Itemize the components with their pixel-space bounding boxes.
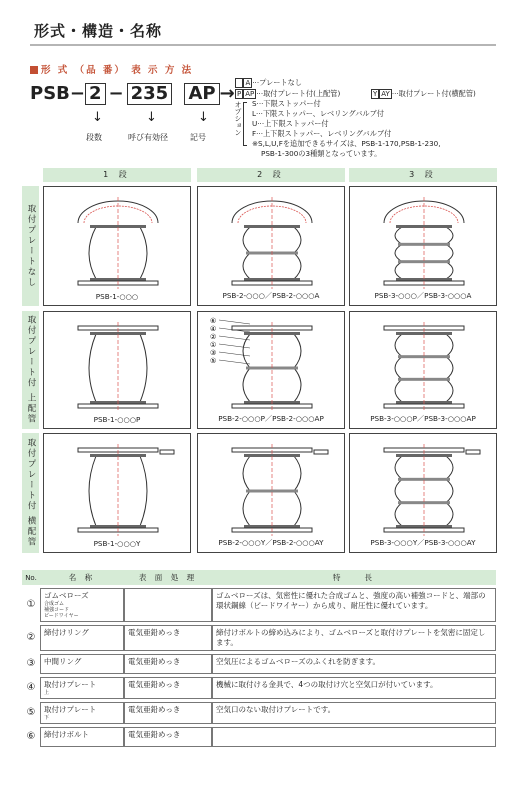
bellows-diagram: [350, 187, 498, 307]
callout-label: ④: [210, 325, 217, 333]
plate-none-option: [235, 78, 302, 88]
table-row: [22, 625, 496, 651]
option-list: [252, 99, 441, 159]
bellows-right: [446, 379, 453, 402]
part-feature: 締付けボルトの締め込みにより、ゴムベローズと取付けプレートを気密に固定します。: [212, 625, 496, 651]
arrow-right-icon: →: [219, 83, 235, 104]
bellows-right: [446, 262, 453, 279]
page-title: 形式・構造・名称: [34, 22, 163, 40]
diagram-caption: PSB-1-○○○: [95, 292, 139, 301]
bellows-left: [395, 227, 402, 244]
part-name-text: 締付けボルト: [44, 730, 89, 739]
plate-none-box: A: [245, 79, 251, 87]
diagram-cell-r2-c3: [349, 311, 497, 429]
header-name: 名 称: [40, 570, 124, 585]
diagram-caption: PSB-2-○○○P／PSB-2-○○○AP: [218, 414, 324, 423]
bellows-diagram: [44, 312, 192, 430]
label-stage: 段数: [86, 133, 102, 142]
bellows-left: [89, 334, 96, 402]
row-header-2: 取付プレート付 上配管: [22, 311, 39, 429]
part-subname: 補強コード: [44, 607, 70, 613]
diagram-cell-r1-c1: [43, 186, 191, 306]
option-l: L···下限ストッパー、レベリングバルブ付: [252, 109, 384, 118]
plate-none-text: ···プレートなし: [252, 78, 302, 87]
arrow-down-icon: ↓: [198, 110, 209, 125]
bellows-diagram: [198, 434, 346, 554]
bellows-right: [446, 479, 453, 502]
diagram-caption: PSB-2-○○○／PSB-2-○○○A: [222, 291, 320, 300]
surface-treatment: 電気亜鉛めっき: [124, 625, 212, 651]
column-header-2: 2 段: [197, 168, 345, 182]
plate-top-text: ···取付プレート付(上配管): [256, 89, 341, 98]
plate-side-option: [371, 89, 476, 99]
part-subname: 下: [44, 715, 50, 721]
surface-treatment: 電気亜鉛めっき: [124, 677, 212, 699]
plate-top-box: AP: [245, 90, 255, 98]
diagram-caption: PSB-3-○○○Y／PSB-3-○○○AY: [370, 538, 476, 547]
part-subname: ビードワイヤー: [44, 613, 79, 619]
bellows-left: [243, 253, 250, 279]
bellows-left: [395, 357, 402, 380]
plate-side-letter: Y: [373, 90, 378, 98]
part-subname: 上: [44, 690, 50, 696]
diagram-cell-r1-c3: [349, 186, 497, 306]
bellows-left: [395, 262, 402, 279]
bellows-left: [243, 368, 250, 402]
bellows-left: [243, 491, 250, 526]
callout-label: ③: [210, 349, 217, 357]
option-u: U···上下限ストッパー付: [252, 119, 329, 128]
part-name-text: 取付けプレート: [44, 705, 97, 714]
symbol-box: AP: [184, 83, 219, 105]
bellows-right: [446, 503, 453, 526]
row-number: ①: [26, 599, 36, 610]
bellows-diagram: [198, 312, 346, 430]
part-name-text: ゴムベローズ: [44, 591, 89, 600]
diagram-cell-r2-c1: [43, 311, 191, 429]
diagram-caption: PSB-1-○○○Y: [93, 539, 141, 548]
surface-treatment: 電気亜鉛めっき: [124, 727, 212, 747]
bellows-left: [395, 379, 402, 402]
option-label: オプション: [234, 101, 242, 136]
bellows-diagram: [198, 187, 346, 307]
callout-leader: [219, 336, 250, 340]
surface-treatment: 電気亜鉛めっき: [124, 702, 212, 724]
header-no: No.: [22, 570, 40, 585]
row-number: ⑥: [26, 731, 36, 742]
square-bullet-icon: [30, 66, 38, 74]
option-note-2: PSB-1-300の3種類となっています。: [261, 149, 382, 158]
bellows-right: [140, 456, 147, 526]
bellows-right: [294, 456, 301, 491]
table-row: [22, 677, 496, 699]
label-symbol: 記号: [190, 133, 206, 142]
diagram-cell-r3-c2: [197, 433, 345, 553]
callout-leader: [219, 352, 250, 356]
bellows-right: [446, 244, 453, 261]
diagram-cell-r3-c1: [43, 433, 191, 553]
bellows-right: [140, 334, 147, 402]
column-header-1: 1 段: [43, 168, 191, 182]
bellows-diagram: [44, 434, 192, 554]
part-name: [40, 654, 124, 674]
header-treatment: 表 面 処 理: [124, 570, 212, 585]
dome-arc-inner: [84, 206, 152, 223]
bellows-right: [140, 227, 147, 279]
row-number: ③: [26, 658, 36, 669]
bellows-right: [294, 368, 301, 402]
model-section-heading: [30, 62, 193, 76]
bellows-left: [395, 334, 402, 357]
side-port: [466, 450, 480, 454]
part-name: [40, 588, 124, 622]
row-header-1: 取付プレートなし: [22, 186, 39, 306]
table-row: [22, 654, 496, 674]
part-name: [40, 625, 124, 651]
table-row: [22, 588, 496, 622]
bellows-left: [395, 244, 402, 261]
part-feature: 空気口のない取付けプレートです。: [212, 702, 496, 724]
bellows-left: [89, 456, 96, 526]
arrow-down-icon: ↓: [146, 110, 157, 125]
part-feature: 機械に取付ける金具で、4つの取付け穴と空気口が付いています。: [212, 677, 496, 699]
option-f: F···上下限ストッパー、レベリングバルブ付: [252, 129, 392, 138]
row-number: ②: [26, 632, 36, 643]
bellows-left: [395, 456, 402, 479]
header-feature: 特 長: [212, 570, 496, 585]
plate-top-letter: P: [237, 90, 242, 98]
diagram-caption: PSB-1-○○○P: [93, 415, 141, 424]
model-code: [30, 83, 235, 105]
bellows-right: [294, 253, 301, 279]
callout-label: ⑤: [210, 357, 217, 365]
part-feature: 空気圧によるゴムベローズのふくれを防ぎます。: [212, 654, 496, 674]
parts-table: [22, 567, 496, 750]
arrow-down-icon: ↓: [92, 110, 103, 125]
size-box: 235: [127, 83, 173, 105]
bellows-right: [294, 491, 301, 526]
diagram-cell-r1-c2: [197, 186, 345, 306]
plate-top-option: [235, 89, 340, 99]
bellows-diagram: [44, 187, 192, 307]
bellows-left: [395, 503, 402, 526]
callout-label: ⑥: [210, 317, 217, 325]
bellows-right: [294, 334, 301, 368]
callout-leader: [219, 344, 250, 348]
row-number: ④: [26, 682, 36, 693]
bellows-diagram: [350, 434, 498, 554]
label-size: 呼び有効径: [128, 133, 168, 142]
part-feature: [212, 727, 496, 747]
title-divider: [30, 44, 496, 46]
part-name: [40, 702, 124, 724]
plate-side-text: ···取付プレート付(横配管): [391, 89, 476, 98]
callout-label: ①: [210, 341, 217, 349]
blank-box: [235, 78, 243, 88]
model-dash: −: [108, 83, 124, 104]
diagram-cell-r3-c3: [349, 433, 497, 553]
part-subname: 合成ゴム: [44, 601, 65, 607]
diagram-cell-r2-c2: [197, 311, 345, 429]
row-header-3: 取付プレート付 横配管: [22, 433, 39, 553]
option-s: S···下限ストッパー付: [252, 99, 321, 108]
dome-arc-inner: [238, 206, 306, 223]
diagram-caption: PSB-3-○○○P／PSB-3-○○○AP: [370, 414, 476, 423]
callout-label: ②: [210, 333, 217, 341]
stage-box: 2: [85, 83, 106, 105]
side-port: [160, 450, 174, 454]
column-header-3: 3 段: [349, 168, 497, 182]
bellows-right: [446, 456, 453, 479]
bellows-diagram: [350, 312, 498, 430]
bellows-left: [243, 456, 250, 491]
table-row: [22, 702, 496, 724]
diagram-caption: PSB-3-○○○／PSB-3-○○○A: [374, 291, 472, 300]
part-name-text: 締付けリング: [44, 628, 89, 637]
part-name: [40, 677, 124, 699]
row-number: ⑤: [26, 707, 36, 718]
bellows-right: [446, 227, 453, 244]
part-name-text: 取付けプレート: [44, 680, 97, 689]
part-name-text: 中間リング: [44, 657, 82, 666]
surface-treatment: 電気亜鉛めっき: [124, 654, 212, 674]
bellows-right: [446, 357, 453, 380]
callout-leader: [219, 320, 250, 324]
option-note: ※S,L,U,Fを追加できるサイズは、PSB-1-170,PSB-1-230,: [252, 139, 441, 148]
bellows-left: [243, 227, 250, 253]
table-header-row: [22, 570, 496, 585]
bellows-right: [294, 227, 301, 253]
part-feature: ゴムベローズは、気密性に優れた合成ゴムと、強度の高い補強コードと、端部の環状鋼線（ビードワイヤー）から成り、耐圧性に優れています。: [212, 588, 496, 622]
table-row: [22, 727, 496, 747]
diagram-caption: PSB-2-○○○Y／PSB-2-○○○AY: [218, 538, 324, 547]
model-section-heading-text: 形 式 （品 番） 表 示 方 法: [41, 65, 194, 76]
dome-arc-inner: [390, 206, 458, 223]
bellows-right: [446, 334, 453, 357]
side-port: [314, 450, 328, 454]
bellows-left: [395, 479, 402, 502]
option-bracket: [243, 102, 247, 146]
bellows-left: [89, 227, 96, 279]
model-prefix: PSB−: [30, 83, 85, 104]
surface-treatment: [124, 588, 212, 622]
part-name: [40, 727, 124, 747]
plate-side-box: AY: [381, 90, 390, 98]
